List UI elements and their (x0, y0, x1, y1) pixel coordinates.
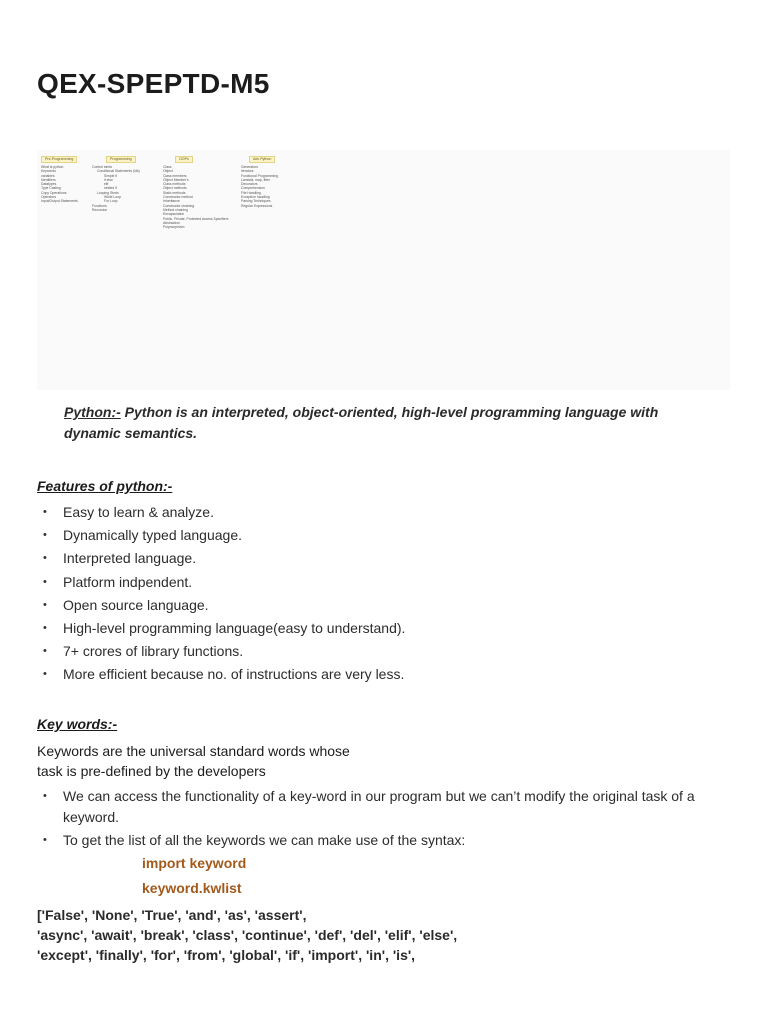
mind-map-column-head: Pre-Programming (41, 156, 77, 163)
mind-map-item: Input/Output Statements (41, 199, 78, 204)
mind-map-item: Regular Expressions (241, 203, 273, 208)
python-definition (64, 402, 704, 444)
mind-map-item: Inheritance (163, 199, 180, 204)
list-item: • Open source language. (37, 595, 737, 616)
mind-map-item: Lambda, map, filter (241, 177, 271, 182)
mind-map-item: Class methods (163, 182, 186, 187)
mind-map-item: Comprehension (241, 186, 265, 191)
mind-map-item: Abstraction (163, 220, 180, 225)
features-heading: Features of python:- (37, 478, 173, 494)
mind-map-item: Iterators (241, 169, 254, 174)
mind-map-item: Object methods (163, 186, 187, 191)
list-item: • Easy to learn & analyze. (37, 502, 737, 523)
mind-map-item: Generators (241, 165, 258, 169)
keyword-list-line: 'async', 'await', 'break', 'class', 'continue', 'def', 'del', 'elif', 'else', (37, 927, 458, 943)
mind-map-item: if else (104, 177, 113, 182)
mind-map-item: While Loop (104, 195, 121, 200)
keyword-list-line: 'except', 'finally', 'for', 'from', 'global', 'if', 'import', 'in', 'is', (37, 947, 416, 963)
mind-map-column-head: Adv Python (249, 156, 275, 163)
keywords-list (37, 786, 732, 853)
page-title: QEX-SPEPTD-M5 (37, 68, 270, 99)
keyword-list-line: ['False', 'None', 'True', 'and', 'as', 'assert', (37, 907, 307, 923)
mind-map-item: Polymorphism (163, 225, 185, 230)
python-definition-label: Python:- (64, 404, 121, 420)
mind-map-item: nested if (104, 186, 117, 191)
list-item: • We can access the functionality of a key-word in our program but we can’t modify the original task of a keyword. (37, 786, 732, 828)
mind-map-item: Encapsulation (163, 212, 185, 217)
mind-map-item: Exception handling (241, 195, 270, 200)
list-item: • 7+ crores of library functions. (37, 641, 737, 662)
mind-map-item: variables (41, 173, 55, 178)
mind-map-item: Operators (41, 195, 57, 200)
mind-map-column-head: Programming (106, 156, 136, 163)
mind-map-item: Static methods (163, 190, 186, 195)
mind-map-column-head: OOPs (175, 156, 193, 163)
list-item: • Platform indpendent. (37, 572, 737, 593)
keyword-list-output (37, 905, 457, 965)
mind-map-item: File Handling (241, 190, 261, 195)
mind-map-item: Parsing Techniques (241, 199, 271, 204)
keywords-heading: Key words:- (37, 716, 118, 732)
mind-map-item: Constructor chaining (163, 203, 195, 208)
mind-map-item: Functions (92, 203, 107, 208)
mind-map-item: Keywords (41, 169, 56, 174)
mind-map-item: Conditional Statements (Idk) (97, 169, 140, 174)
mind-map-column (163, 156, 228, 229)
list-item: • Interpreted language. (37, 548, 737, 569)
keywords-description-line: Keywords are the universal standard words whose (37, 743, 350, 759)
keywords-description-line: task is pre-defined by the developers (37, 763, 266, 779)
mind-map-item: Type Casting (41, 186, 61, 191)
code-import-keyword: import keyword (142, 855, 247, 871)
mind-map-column (241, 156, 278, 208)
keywords-description (37, 741, 350, 781)
mind-map-item: Object (163, 169, 173, 174)
mind-map-item: Constructor method (163, 195, 193, 200)
mind-map-item: What is python (41, 165, 64, 169)
list-item: • Dynamically typed language. (37, 525, 737, 546)
python-definition-text: Python is an interpreted, object-oriented, high-level programming language with dynamic semantics. (64, 404, 659, 441)
mind-map-item: Class (163, 165, 172, 169)
mind-map-item: Copy Operations (41, 190, 67, 195)
mind-map-item: Public, Private, Protected access Specifiers (163, 216, 229, 221)
list-item: • High-level programming language(easy to understand). (37, 618, 737, 639)
code-kwlist: keyword.kwlist (142, 880, 242, 896)
mind-map-item: Class members (163, 173, 187, 178)
mind-map-column (41, 156, 78, 204)
mind-map-item: Decorators (241, 182, 258, 187)
mind-map-item: Recursion (92, 207, 108, 212)
mind-map-item: Functional Programming (241, 173, 278, 178)
mind-map-item: Control stmts (92, 165, 112, 169)
mind-map-item: Looping Stmts (97, 190, 119, 195)
mind-map-item: Datatypes (41, 182, 57, 187)
mind-map-image (37, 150, 730, 390)
mind-map-item: Method chaining (163, 207, 188, 212)
mind-map-column (92, 156, 140, 212)
mind-map-item: Identifiers (41, 177, 56, 182)
list-item: • More efficient because no. of instructions are very less. (37, 664, 737, 685)
mind-map-item: Object Member's (163, 177, 189, 182)
features-list (37, 502, 737, 688)
mind-map-item: For Loop (104, 199, 118, 204)
list-item: • To get the list of all the keywords we can make use of the syntax: (37, 830, 732, 851)
mind-map-item: Simple if (104, 173, 118, 178)
mind-map-item: elif (104, 182, 109, 187)
